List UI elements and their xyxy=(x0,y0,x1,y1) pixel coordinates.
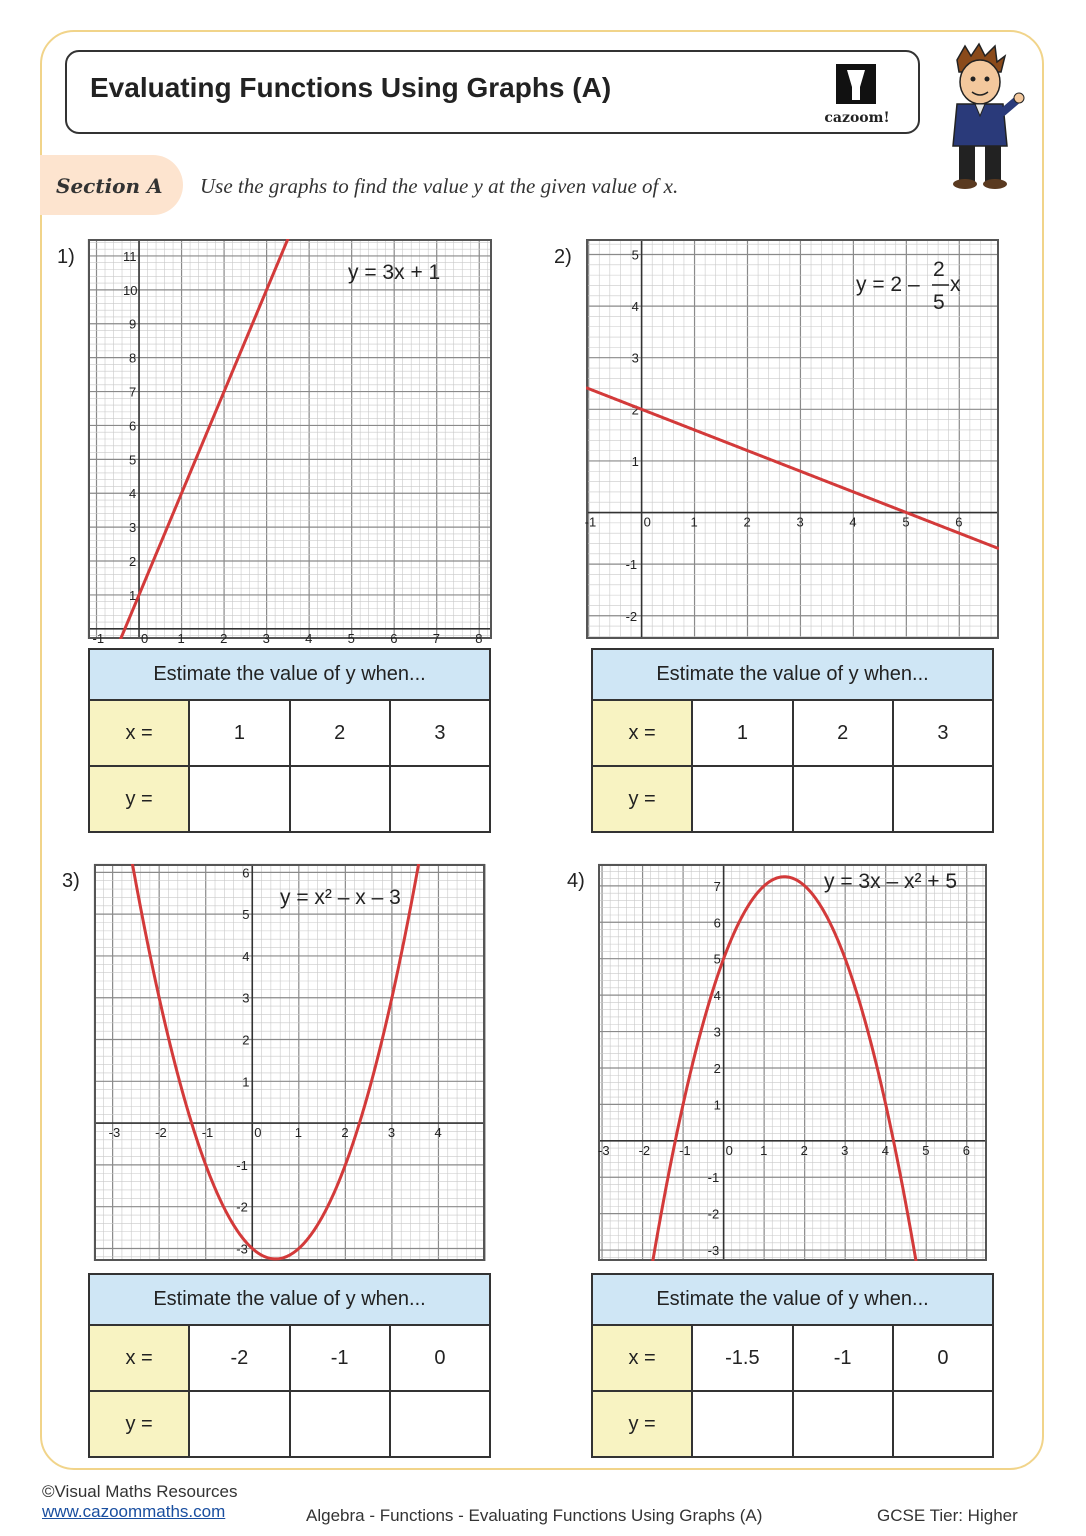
table-row-x xyxy=(90,701,489,765)
question-4-equation: y = 3x – x² + 5 xyxy=(824,870,958,893)
table-row-x xyxy=(90,1326,489,1390)
y-tick-label: 1 xyxy=(242,1074,250,1090)
footer-copyright: ©Visual Maths Resources xyxy=(42,1482,238,1501)
x-tick-label: 5 xyxy=(922,1142,930,1158)
table-header: Estimate the value of y when... xyxy=(593,1275,992,1326)
x-tick-label: 1 xyxy=(690,514,698,530)
y-tick-label: 4 xyxy=(242,948,250,964)
table-header: Estimate the value of y when... xyxy=(90,1275,489,1326)
y-tick-label: 1 xyxy=(129,587,137,603)
table-row-y xyxy=(593,1390,992,1456)
table-row-y xyxy=(593,765,992,831)
table-row-x xyxy=(593,701,992,765)
question-3-number: 3) xyxy=(62,870,80,892)
x-tick-label: 0 xyxy=(725,1142,733,1158)
function-curve xyxy=(598,877,987,1298)
y-tick-label: 5 xyxy=(242,907,250,923)
y-answer-cell[interactable] xyxy=(188,767,288,831)
y-label-cell: y = xyxy=(90,1392,188,1456)
x-value-cell: 3 xyxy=(892,701,992,765)
x-tick-label: -3 xyxy=(108,1125,121,1141)
x-label-cell: x = xyxy=(593,1326,691,1390)
question-1-number: 1) xyxy=(57,246,75,268)
logo-text: cazoom! xyxy=(824,110,890,126)
question-4-number: 4) xyxy=(567,870,585,892)
question-3-equation: y = x² – x – 3 xyxy=(280,886,401,909)
x-tick-label: 6 xyxy=(955,514,963,530)
table-row-y xyxy=(90,765,489,831)
y-tick-label: 3 xyxy=(129,520,137,536)
y-label-cell: y = xyxy=(593,1392,691,1456)
y-answer-cell[interactable] xyxy=(691,767,791,831)
y-label-cell: y = xyxy=(90,767,188,831)
x-tick-label: -2 xyxy=(155,1125,167,1141)
y-tick-label: 5 xyxy=(631,247,639,263)
x-tick-label: 0 xyxy=(141,630,149,646)
x-value-cell: -2 xyxy=(188,1326,288,1390)
y-tick-label: -3 xyxy=(236,1241,248,1257)
y-tick-label: -2 xyxy=(236,1199,248,1215)
y-tick-label: 6 xyxy=(129,418,137,434)
y-answer-cell[interactable] xyxy=(389,767,489,831)
y-tick-label: 7 xyxy=(129,384,137,400)
y-tick-label: 1 xyxy=(631,453,639,469)
x-tick-label: 0 xyxy=(254,1125,262,1141)
x-tick-label: -1 xyxy=(92,630,105,646)
grid-layer xyxy=(598,864,987,1261)
x-tick-label: 1 xyxy=(294,1125,303,1141)
y-answer-cell[interactable] xyxy=(792,767,892,831)
y-tick-label: 7 xyxy=(713,878,721,894)
y-tick-label: 9 xyxy=(129,316,137,332)
x-tick-label: 5 xyxy=(902,514,910,530)
y-answer-cell[interactable] xyxy=(892,767,992,831)
x-tick-label: 1 xyxy=(177,630,185,646)
y-tick-label: 3 xyxy=(242,990,250,1006)
y-tick-label: -2 xyxy=(625,608,638,624)
x-tick-label: -1 xyxy=(201,1125,214,1141)
x-label-cell: x = xyxy=(90,1326,188,1390)
x-tick-label: 0 xyxy=(643,514,651,530)
y-tick-label: 6 xyxy=(713,915,721,931)
y-tick-label: 2 xyxy=(242,1032,250,1048)
table-row-x xyxy=(593,1326,992,1390)
x-tick-label: 5 xyxy=(347,630,355,646)
question-4-table xyxy=(591,1273,994,1458)
question-3-table xyxy=(88,1273,491,1458)
question-2-equation-prefix: y = 2 – xyxy=(856,273,920,296)
x-tick-label: 3 xyxy=(262,630,270,646)
x-tick-label: 6 xyxy=(390,630,398,646)
x-tick-label: 4 xyxy=(849,514,857,530)
question-2-table xyxy=(591,648,994,833)
y-tick-label: 2 xyxy=(713,1060,721,1076)
x-label-cell: x = xyxy=(593,701,691,765)
x-tick-label: 2 xyxy=(341,1125,349,1141)
x-tick-label: 8 xyxy=(475,630,483,646)
graph-border xyxy=(599,865,986,1260)
y-tick-label: 8 xyxy=(129,350,137,366)
question-2-equation-denominator: 5 xyxy=(933,291,945,314)
instructions: Use the graphs to find the value y at the given value of x. xyxy=(200,174,679,198)
y-answer-cell[interactable] xyxy=(892,1392,992,1456)
x-tick-label: 3 xyxy=(387,1125,396,1141)
y-answer-cell[interactable] xyxy=(188,1392,288,1456)
question-4-graph xyxy=(598,864,987,1261)
question-2-equation-variable: x xyxy=(950,273,961,296)
x-label-cell: x = xyxy=(90,701,188,765)
grid-layer xyxy=(88,239,492,639)
y-tick-label: 10 xyxy=(123,282,138,298)
x-value-cell: 1 xyxy=(691,701,791,765)
question-1-graph xyxy=(88,239,492,646)
y-tick-label: 4 xyxy=(631,299,639,315)
table-header: Estimate the value of y when... xyxy=(90,650,489,701)
x-tick-label: 4 xyxy=(305,630,313,646)
y-answer-cell[interactable] xyxy=(389,1392,489,1456)
y-tick-label: -2 xyxy=(707,1206,720,1222)
y-tick-label: 2 xyxy=(631,402,639,418)
x-tick-label: 7 xyxy=(432,630,440,646)
question-2-equation-numerator: 2 xyxy=(933,258,945,281)
x-value-cell: 0 xyxy=(892,1326,992,1390)
x-tick-label: 6 xyxy=(962,1142,970,1158)
question-1-table xyxy=(88,648,491,833)
x-tick-label: 2 xyxy=(800,1142,808,1158)
x-value-cell: -1 xyxy=(792,1326,892,1390)
y-tick-label: 1 xyxy=(713,1097,721,1113)
y-tick-label: -1 xyxy=(625,557,638,573)
y-tick-label: -1 xyxy=(236,1157,248,1173)
worksheet-title: Evaluating Functions Using Graphs (A) xyxy=(90,72,612,103)
x-tick-label: 3 xyxy=(841,1142,849,1158)
x-tick-label: 2 xyxy=(743,514,751,530)
y-answer-cell[interactable] xyxy=(691,1392,791,1456)
table-header: Estimate the value of y when... xyxy=(593,650,992,701)
y-tick-label: 3 xyxy=(631,350,639,366)
question-1-equation: y = 3x + 1 xyxy=(348,261,441,284)
x-value-cell: -1.5 xyxy=(691,1326,791,1390)
x-tick-label: -1 xyxy=(584,514,597,530)
y-tick-label: 5 xyxy=(713,951,721,967)
section-label: Section A xyxy=(56,174,163,198)
footer-topic: Algebra - Functions - Evaluating Functions Using Graphs (A) xyxy=(306,1506,763,1525)
question-2-number: 2) xyxy=(554,246,572,268)
x-value-cell: 2 xyxy=(792,701,892,765)
y-tick-label: 4 xyxy=(713,988,721,1004)
y-tick-label: 3 xyxy=(713,1024,721,1040)
table-row-y xyxy=(90,1390,489,1456)
y-tick-label: -3 xyxy=(707,1243,720,1259)
y-label-cell: y = xyxy=(593,767,691,831)
y-answer-cell[interactable] xyxy=(792,1392,892,1456)
y-tick-label: 4 xyxy=(129,486,137,502)
x-tick-label: 4 xyxy=(434,1125,442,1141)
footer-website-link[interactable]: www.cazoommaths.com xyxy=(42,1502,226,1521)
mascot-illustration-icon xyxy=(935,42,1025,192)
x-tick-label: -2 xyxy=(638,1142,651,1158)
grid-layer xyxy=(94,864,485,1261)
x-tick-label: 4 xyxy=(881,1142,889,1158)
x-tick-label: 2 xyxy=(220,630,228,646)
y-tick-label: 6 xyxy=(242,865,250,881)
x-tick-label: -3 xyxy=(598,1142,610,1158)
footer-tier: GCSE Tier: Higher xyxy=(877,1506,1018,1525)
question-2-graph xyxy=(586,239,999,639)
x-value-cell: 1 xyxy=(188,701,288,765)
x-tick-label: -1 xyxy=(679,1142,691,1158)
y-tick-label: 2 xyxy=(129,554,137,570)
x-value-cell: -1 xyxy=(289,1326,389,1390)
y-tick-label: -1 xyxy=(707,1170,720,1186)
question-3-graph xyxy=(94,864,485,1261)
x-value-cell: 3 xyxy=(389,701,489,765)
x-value-cell: 2 xyxy=(289,701,389,765)
y-tick-label: 11 xyxy=(123,248,137,264)
y-tick-label: 5 xyxy=(129,452,137,468)
x-tick-label: 3 xyxy=(796,514,804,530)
y-answer-cell[interactable] xyxy=(289,767,389,831)
x-value-cell: 0 xyxy=(389,1326,489,1390)
x-tick-label: 1 xyxy=(760,1142,768,1158)
y-answer-cell[interactable] xyxy=(289,1392,389,1456)
